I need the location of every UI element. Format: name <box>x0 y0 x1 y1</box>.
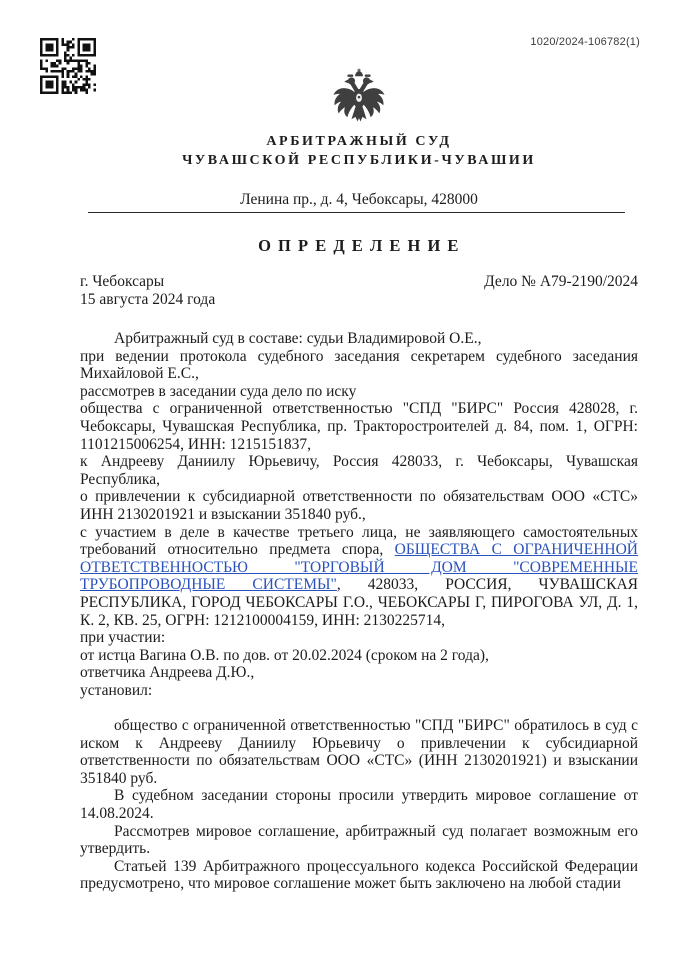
p-defendant: к Андрееву Даниилу Юрьевичу, Россия 428033, г. Чебоксары, Чувашская Республика, <box>80 453 638 488</box>
p-attendees: при участии: <box>80 629 166 647</box>
p-claim-subject: о привлечении к субсидиарной ответственности по обязательствам ООО «СТС» ИНН 2130201921 и взыскании 351840 руб., <box>80 488 638 523</box>
p-defendant-attendee: ответчика Андреева Д.Ю., <box>80 664 255 682</box>
p-third-party <box>80 524 638 630</box>
place-date <box>80 273 215 309</box>
page-title: О П Р Е Д Е Л Е Н И Е <box>258 236 460 255</box>
court-name-line1: АРБИТРАЖНЫЙ СУД <box>266 134 452 149</box>
third-party-link[interactable]: ОБЩЕСТВА С ОГРАНИЧЕННОЙ ОТВЕТСТВЕННОСТЬЮ "ТОРГОВЫЙ ДОМ "СОВРЕМЕННЫЕ ТРУБОПРОВОДНЫЕ СИСТЕМЫ" <box>80 541 638 594</box>
court-address: Ленина пр., д. 4, Чебоксары, 428000 <box>240 191 478 208</box>
court-name-line2: ЧУВАШСКОЙ РЕСПУБЛИКИ-ЧУВАШИИ <box>182 153 536 168</box>
p-settlement-review: Рассмотрев мировое соглашение, арбитражный суд полагает возможным его утвердить. <box>80 822 638 858</box>
date-label: 15 августа 2024 года <box>80 291 216 308</box>
case-meta <box>80 273 638 309</box>
p-court-composition: Арбитражный суд в составе: судьи Владимировой О.Е., <box>114 330 482 347</box>
russia-coat-of-arms-icon <box>330 67 388 125</box>
p-case-reviewed: рассмотрев в заседании суда дело по иску <box>80 382 357 400</box>
p-settlement-request: В судебном заседании стороны просили утвердить мировое соглашение от 14.08.2024. <box>80 787 638 823</box>
document-content <box>80 0 638 893</box>
p-established: установил: <box>80 681 153 699</box>
doc-number: 1020/2024-106782(1) <box>530 36 640 48</box>
case-number: Дело № А79-2190/2024 <box>484 273 638 290</box>
p-claim-filed: общество с ограниченной ответственностью "СПД "БИРС" обратилось в суд с иском к Андрееву Даниилу Юрьевичу о привлечении к субсидиарной ответственности по обязательствам ООО «СТС» (ИНН 2130201921) и взыскании 351840 руб. <box>80 717 638 787</box>
p-article-139: Статьей 139 Арбитражного процессуального кодекса Российской Федерации предусмотрено, что мировое соглашение может быть заключено на любой стадии <box>80 857 638 893</box>
city-label: г. Чебоксары <box>80 273 165 290</box>
p-plaintiff-rep: от истца Вагина О.В. по дов. от 20.02.2024 (сроком на 2 года), <box>80 646 489 664</box>
header-divider <box>88 212 625 213</box>
p-plaintiff: общества с ограниченной ответственностью "СПД "БИРС" Россия 428028, г. Чебоксары, Чувашская Республика, пр. Тракторостроителей д. 84, пом. 1, ОГРН: 1101215006254, ИНН: 1215151837, <box>80 400 638 453</box>
p-clerk: при ведении протокола судебного заседания секретарем судебного заседания Михайловой Е.С., <box>80 347 638 383</box>
court-name <box>80 132 638 170</box>
p-third-party-details: , 428033, РОССИЯ, ЧУВАШСКАЯ РЕСПУБЛИКА, ГОРОД ЧЕБОКСАРЫ Г.О., ЧЕБОКСАРЫ Г, ПИРОГОВА УЛ, Д. 1, К. 2, КВ. 25, ОГРН: 1212100004159, ИНН: 2130225714, <box>80 576 638 629</box>
p-third-party-intro: с участием в деле в качестве третьего лица, не заявляющего самостоятельных требований относительно предмета спора, <box>80 523 638 559</box>
document-body <box>80 330 638 893</box>
